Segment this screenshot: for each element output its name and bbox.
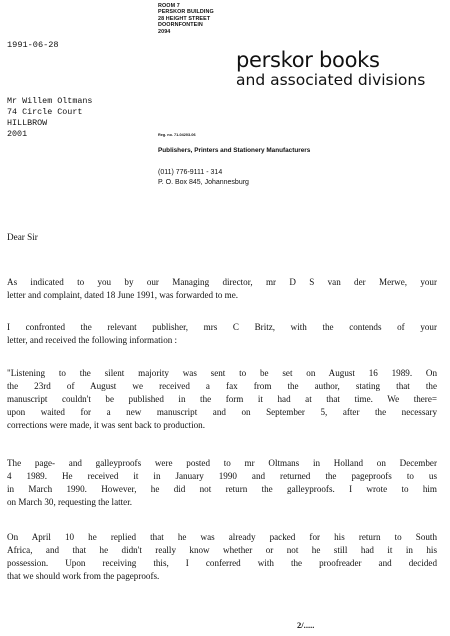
letter-date: 1991-06-28 [7,40,59,50]
text-line: in March 1990. However, he did not return the galleyproofs. I wrote to him [7,484,437,494]
recipient-line: HILLBROW [7,118,48,128]
text-line: corrections were made, it was sent back to production. [7,420,205,430]
text-line: on March 30, requesting the latter. [7,497,133,507]
company-tagline: Publishers, Printers and Stationery Manufacturers [158,147,311,154]
recipient-line: 74 Circle Court [7,107,83,117]
letterhead-address [158,3,214,35]
paragraph-5 [7,531,437,583]
paragraph-1 [7,276,437,302]
address-line: 2094 [158,28,171,35]
salutation: Dear Sir [7,232,38,242]
address-line: ROOM 7 [158,3,180,9]
text-line: manuscript couldn't be published in the form it had at that time. We there= [7,394,437,404]
text-line: On April 10 he replied that he was already packed for his return to South [7,532,437,542]
paragraph-4 [7,457,437,509]
text-line: letter, and received the following information : [7,335,178,345]
registration-number: Reg. no. 71-04203-06 [158,133,196,137]
text-line: 4 1989. He received it in January 1990 and returned the pageproofs to us [7,471,437,481]
contact-block [158,168,249,188]
text-line: The page- and galleyproofs were posted to mr Oltmans in Holland on December [7,458,437,468]
paragraph-3 [7,367,437,432]
text-line: the 23rd of August we received a fax from the author, stating that the [7,381,437,391]
address-line: PERSKOR BUILDING [158,9,214,16]
company-subtitle: and associated divisions [236,71,426,89]
po-box: P. O. Box 845, Johannesburg [158,179,249,186]
text-line: "Listening to the silent majority was sent to be set on August 16 1989. On [7,368,437,378]
text-line: upon waited for a new manuscript and on September 5, after the necessary [7,407,437,417]
page-continuation-marker: 2/..... [297,620,315,630]
paragraph-2 [7,321,437,347]
text-line: Africa, and that he didn't really know whether or not he still had it in his [7,545,437,555]
address-line: 28 HEIGHT STREET [158,15,211,22]
phone-number: (011) 776-9111 - 314 [158,169,223,176]
text-line: that we should work from the pageproofs. [7,571,160,581]
recipient-line: 2001 [7,129,28,139]
company-name: perskor books [236,48,380,72]
text-line: As indicated to you by our Managing director, mr D S van der Merwe, your [7,277,437,287]
address-line: DOORNFONTEIN [158,22,203,29]
text-line: possession. Upon receiving this, I conferred with the proofreader and decided [7,558,437,568]
text-line: I confronted the relevant publisher, mrs C Britz, with the contends of your [7,322,437,332]
recipient-line: Mr Willem Oltmans [7,96,93,106]
recipient-address [7,96,92,140]
text-line: letter and complaint, dated 18 June 1991, was forwarded to me. [7,290,239,300]
